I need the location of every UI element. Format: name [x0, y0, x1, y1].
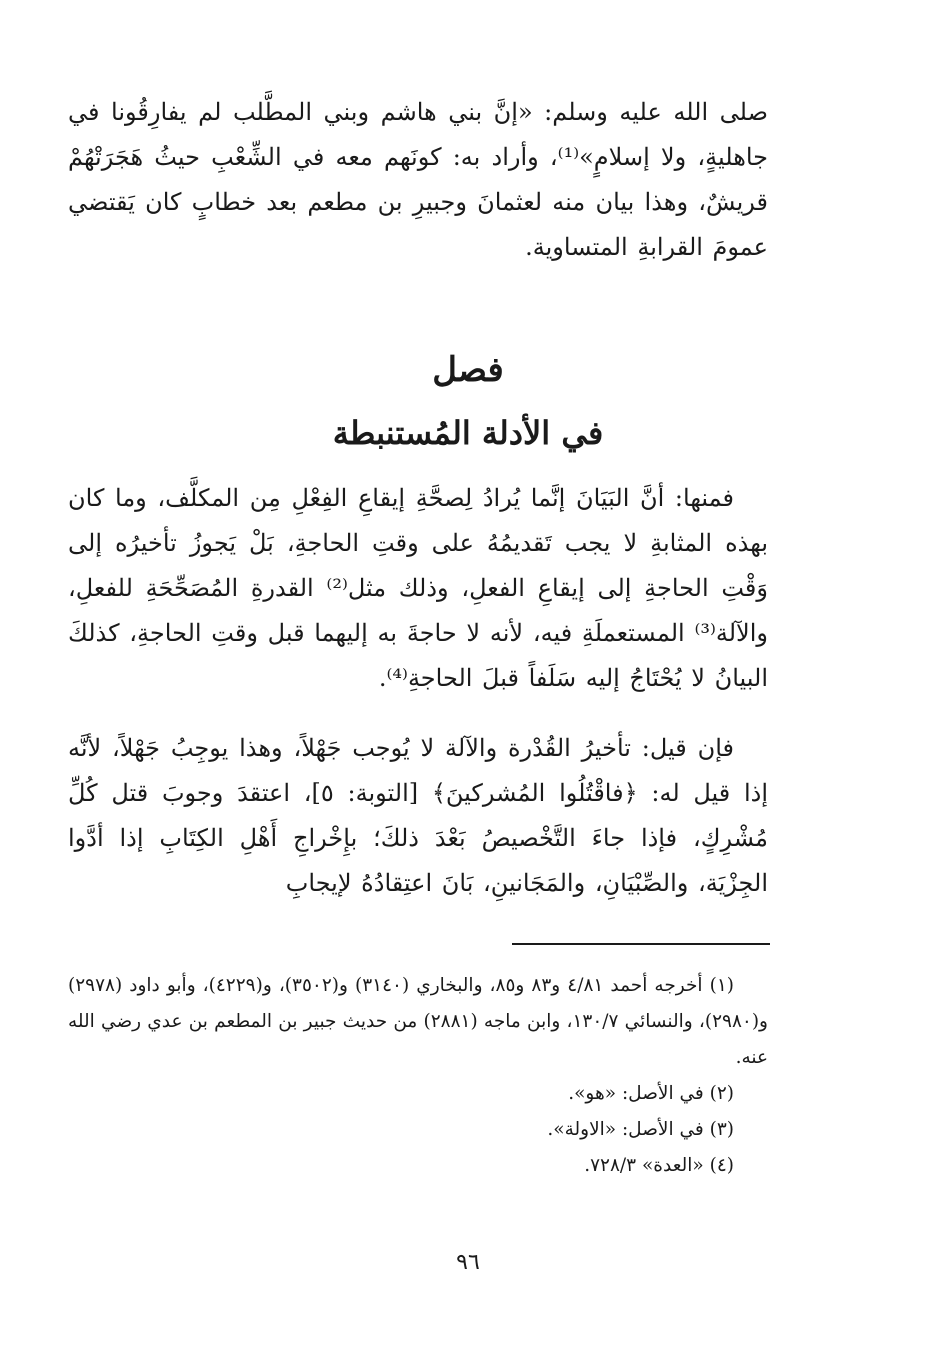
paragraph-text: فإن قيل: تأخيرُ القُدْرة والآلة لا يُوجب جَهْلاً، وهذا يوجِبُ جَهْلاً، لأنَّه إذا قيل له: ﴿فاقْتُلُوا المُشركينَ﴾ [التوبة: ٥]، اعتقدَ وجوبَ قتل كُلِّ مُشْرِكٍ، فإذا جاءَ التَّخْصيصُ بَعْدَ ذلكَ؛ بإِخْراجِ أَهْلِ الكِتَابِ إذا أدَّوا الجِزْيَة، والصِّبْيَانِ، والمَجَانينِ، بَانَ اعتِقادُهُ لإيجابِ	[68, 734, 769, 897]
footnotes	[68, 968, 768, 1184]
section-heading: فصل	[432, 350, 504, 390]
paragraph-objection	[68, 726, 768, 906]
paragraph-text: فمنها: أنَّ البَيَانَ إنَّما يُرادُ لِصحَّةِ إيقاعِ الفِعْلِ مِن المكلَّف، وما كان بهذه المثابةِ لا يجب تَقديمُهُ على وقتِ الحاجةِ، بَلْ يَجوزُ تأخيرُه إلى وَقْتِ الحاجةِ إلى إيقاعِ الفعلِ، وذلك مثل⁽²⁾ القدرةِ المُصَحِّحَةِ للفعلِ، والآلة⁽³⁾ المستعملَةِ فيه، لأنه لا حاجةَ به إليهما قبل وقتِ الحاجةِ، كذلكَ البيانُ لا يُحْتَاجُ إليه سَلَفاً قبلَ الحاجةِ⁽⁴⁾.	[68, 484, 768, 692]
footnote-2: (٢) في الأصل: «هو».	[568, 1083, 734, 1104]
footnote-3: (٣) في الأصل: «الاولة».	[547, 1119, 734, 1140]
footnote-1: (١) أخرجه أحمد ٤/٨١ و٨٣ و٨٥، والبخاري (٣١٤٠) و(٣٥٠٢)، و(٤٢٢٩)، وأبو داود (٢٩٧٨) و(٢٩٨٠)، والنسائي ١٣٠/٧، وابن ماجه (٢٨٨١) من حديث جبير بن المطعم بن عدي رضي الله عنه.	[68, 975, 768, 1068]
paragraph-first-evidence	[68, 476, 768, 701]
section-title: في الأدلة المُستنبطة	[332, 414, 604, 452]
paragraph-continuation	[68, 90, 768, 270]
page-number: ٩٦	[456, 1250, 480, 1275]
footnote-separator	[512, 943, 770, 945]
paragraph-text: صلى الله عليه وسلم: «إنَّ بني هاشم وبني المطَّلب لم يفارِقُونا في جاهليةٍ، ولا إسلامٍ»⁽¹⁾، وأراد به: كونَهم معه في الشِّعْبِ حيثُ هَجَرَتْهُمْ قريشٌ، وهذا بيان منه لعثمانَ وجبيرِ بن مطعم بعد خطابٍ كان يَقتضي عمومَ القرابةِ المتساوية.	[68, 98, 768, 261]
footnote-4: (٤) «العدة» ٧٢٨/٣.	[584, 1155, 734, 1176]
